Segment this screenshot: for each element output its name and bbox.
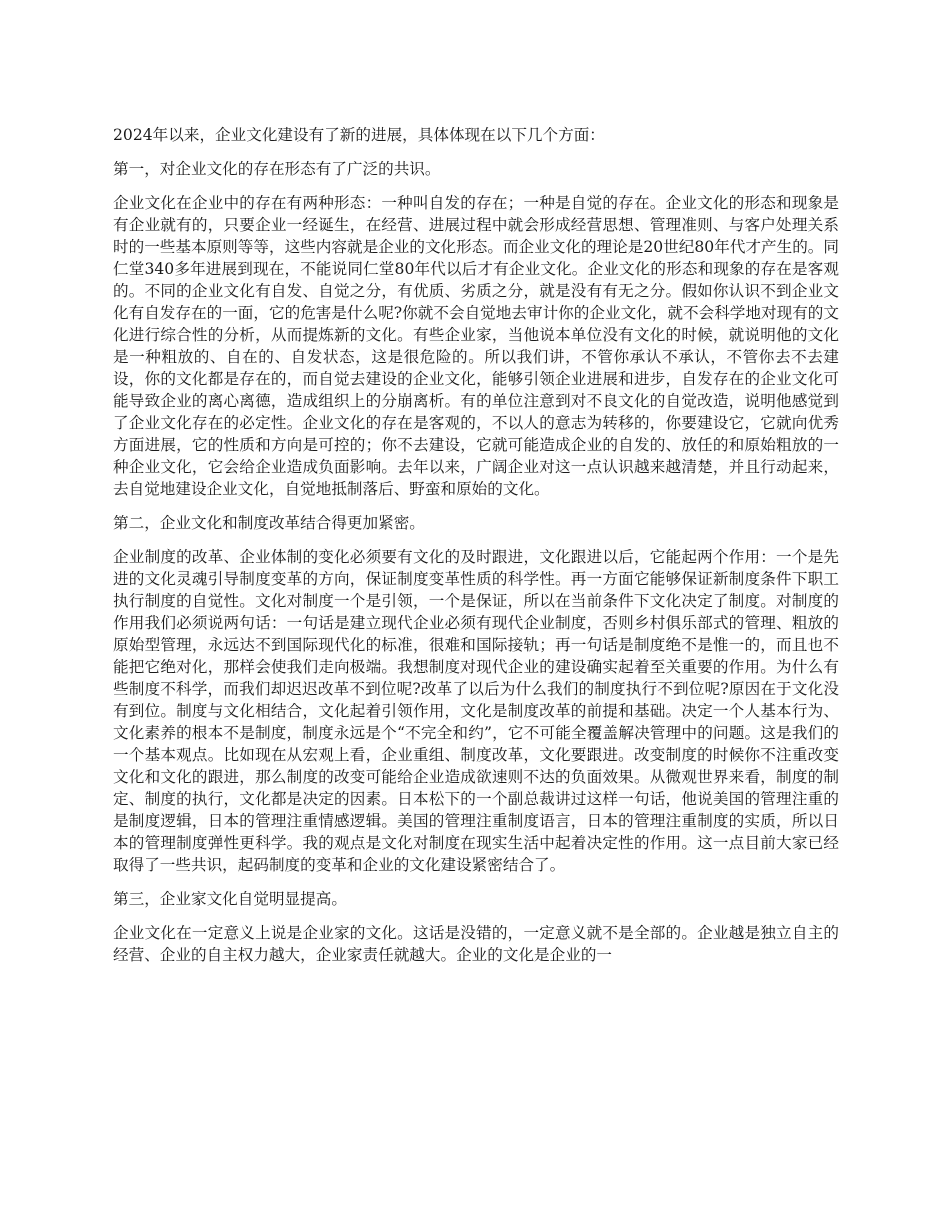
- document-body: [113, 124, 839, 978]
- section-heading-3: 第三，企业家文化自觉明显提高。: [113, 890, 347, 908]
- section-heading-2: 第二，企业文化和制度改革结合得更加紧密。: [113, 514, 425, 532]
- section-heading-1: 第一，对企业文化的存在形态有了广泛的共识。: [113, 160, 441, 178]
- intro-paragraph: 2024年以来，企业文化建设有了新的进展，具体体现在以下几个方面：: [113, 126, 605, 144]
- body-paragraph-3: 企业文化在一定意义上说是企业家的文化。这话是没错的，一定意义就不是全部的。企业越是独立自主的经营、企业的自主权力越大，企业家责任就越大。企业的文化是企业的一: [113, 924, 839, 964]
- body-paragraph-2: 企业制度的改革、企业体制的变化必须要有文化的及时跟进，文化跟进以后，它能起两个作用：一个是先进的文化灵魂引导制度变革的方向，保证制度变革性质的科学性。再一方面它能够保证新制度条件下职工执行制度的自觉性。文化对制度一个是引领，一个是保证，所以在当前条件下文化决定了制度。对制度的作用我们必须说两句话：一句话是建立现代企业必须有现代企业制度，否则乡村俱乐部式的管理、粗放的原始型管理，永远达不到国际现代化的标准，很难和国际接轨；再一句话是制度绝不是惟一的，而且也不能把它绝对化，那样会使我们走向极端。我想制度对现代企业的建设确实起着至关重要的作用。为什么有些制度不科学，而我们却迟迟改革不到位呢?改革了以后为什么我们的制度执行不到位呢?原因在于文化没有到位。制度与文化相结合，文化起着引领作用，文化是制度改革的前提和基础。决定一个人基本行为、文化素养的根本不是制度，制度永远是个“不完全和约”，它不可能全覆盖解决管理中的问题。这是我们的一个基本观点。比如现在从宏观上看，企业重组、制度改革，文化要跟进。改变制度的时候你不注重改变文化和文化的跟进，那么制度的改变可能给企业造成欲速则不达的负面效果。从微观世界来看，制度的制定、制度的执行，文化都是决定的因素。日本松下的一个副总裁讲过这样一句话，他说美国的管理注重的是制度逻辑，日本的管理注重情感逻辑。美国的管理注重制度语言，日本的管理注重制度的实质，所以日本的管理制度弹性更科学。我的观点是文化对制度在现实生活中起着决定性的作用。这一点目前大家已经取得了一些共识，起码制度的变革和企业的文化建设紧密结合了。: [113, 548, 839, 874]
- body-paragraph-1: 企业文化在企业中的存在有两种形态：一种叫自发的存在；一种是自觉的存在。企业文化的形态和现象是有企业就有的，只要企业一经诞生，在经营、进展过程中就会形成经营思想、管理准则、与客户处理关系时的一些基本原则等等，这些内容就是企业的文化形态。而企业文化的理论是20世纪80年代才产生的。同仁堂340多年进展到现在，不能说同仁堂80年代以后才有企业文化。企业文化的形态和现象的存在是客观的。不同的企业文化有自发、自觉之分，有优质、劣质之分，就是没有有无之分。假如你认识不到企业文化有自发存在的一面，它的危害是什么呢?你就不会自觉地去审计你的企业文化，就不会科学地对现有的文化进行综合性的分析，从而提炼新的文化。有些企业家，当他说本单位没有文化的时候，就说明他的文化是一种粗放的、自在的、自发状态，这是很危险的。所以我们讲，不管你承认不承认，不管你去不去建设，你的文化都是存在的，而自觉去建设的企业文化，能够引领企业进展和进步，自发存在的企业文化可能导致企业的离心离德，造成组织上的分崩离析。有的单位注意到对不良文化的自觉改造，说明他感觉到了企业文化存在的必定性。企业文化的存在是客观的，不以人的意志为转移的，你要建设它，它就向优秀方面进展，它的性质和方向是可控的；你不去建设，它就可能造成企业的自发的、放任的和原始粗放的一种企业文化，它会给企业造成负面影响。去年以来，广阔企业对这一点认识越来越清楚，并且行动起来，去自觉地建设企业文化，自觉地抵制落后、野蛮和原始的文化。: [113, 194, 839, 498]
